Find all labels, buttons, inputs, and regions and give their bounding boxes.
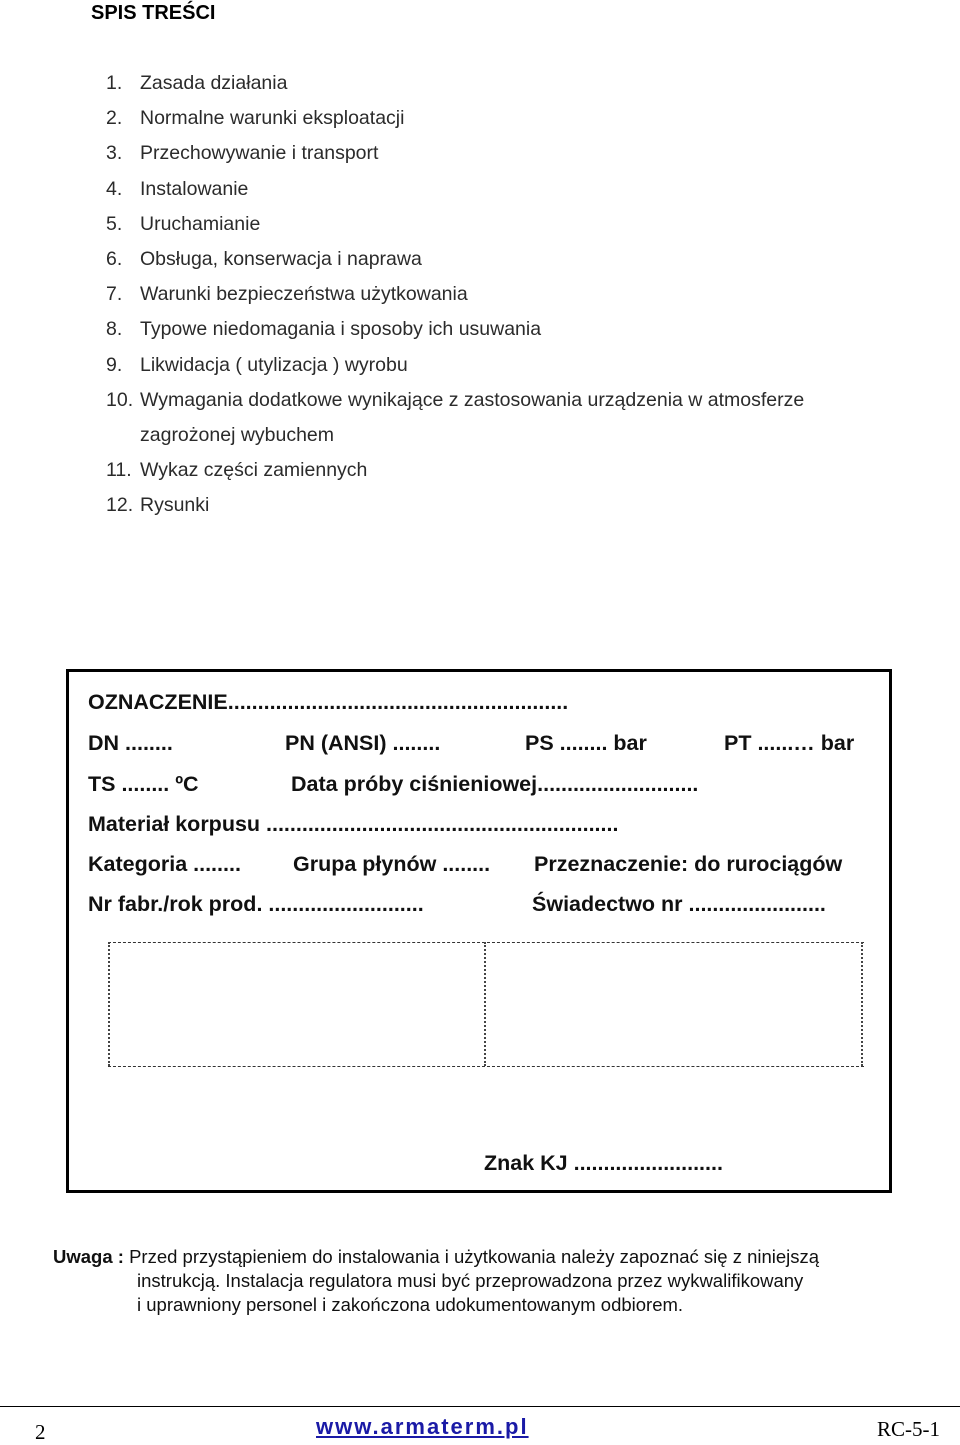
toc-item-label: Rysunki [140,494,210,517]
plate-material: Materiał korpusu ........................................................... [88,812,619,836]
toc-item [106,383,804,418]
toc-item-number: 9. [106,353,123,376]
toc-item-label: Wykaz części zamiennych [140,459,368,482]
toc-item-number: 11. [106,459,132,482]
toc-item-number: 6. [106,247,123,270]
toc-item [106,66,804,101]
page-number: 2 [35,1420,46,1444]
toc-item [106,136,804,171]
toc-item [106,312,804,347]
toc-item-label: Wymagania dodatkowe wynikające z zastosowania urządzenia w atmosferze [140,388,805,411]
dashed-frame-middle [484,942,486,1066]
toc-item [106,453,804,488]
note-line-1: Przed przystąpieniem do instalowania i użytkowania należy zapoznać się z niniejszą [129,1246,820,1267]
page-title: SPIS TREŚCI [91,2,216,24]
toc-item [106,207,804,242]
toc-item [106,488,804,523]
toc-item [106,101,804,136]
dashed-frame-top [108,942,864,943]
toc-item-number: 8. [106,318,123,341]
website-link[interactable]: www.armaterm.pl [316,1414,529,1439]
plate-kategoria: Kategoria ........ [88,852,241,876]
plate-pt: PT ......… bar [724,731,855,755]
table-of-contents [106,66,804,523]
note [53,1245,819,1317]
plate-swiadectwo: Świadectwo nr ....................... [532,892,826,916]
footer-rule [0,1406,960,1407]
toc-item-number: 12. [106,494,134,517]
toc-item-label: Instalowanie [140,177,249,200]
toc-item [106,242,804,277]
toc-item [106,348,804,383]
toc-item-label: Przechowywanie i transport [140,142,379,165]
note-line-3: i uprawniony personel i zakończona udokumentowanym odbiorem. [137,1294,684,1315]
plate-pn: PN (ANSI) ........ [285,731,441,755]
toc-item-number: 5. [106,212,123,235]
toc-item-label: Normalne warunki eksploatacji [140,107,405,130]
plate-przeznaczenie: Przeznaczenie: do rurociągów [534,852,843,876]
toc-item-label: Obsługa, konserwacja i naprawa [140,247,422,270]
plate-dn: DN ........ [88,731,173,755]
plate-oznaczenie: OZNACZENIE......................................................... [88,690,569,714]
plate-ps: PS ........ bar [525,731,647,755]
plate-data-proby: Data próby ciśnieniowej........................... [291,772,699,796]
dashed-frame-left [108,942,110,1066]
toc-item-number: 7. [106,283,123,306]
toc-item-label: Zasada działania [140,72,288,94]
plate-ts: TS ........ ºC [88,772,199,796]
document-code: RC-5-1 [877,1417,940,1441]
plate-nr-fabr: Nr fabr./rok prod. .......................... [88,892,424,916]
toc-item-label: Uruchamianie [140,212,261,235]
toc-item-label: Warunki bezpieczeństwa użytkowania [140,283,468,306]
note-line-2: instrukcją. Instalacja regulatora musi być przeprowadzona przez wykwalifikowany [137,1270,804,1291]
toc-item-label: Typowe niedomagania i sposoby ich usuwania [140,318,542,341]
toc-item-label: Likwidacja ( utylizacja ) wyrobu [140,353,408,376]
toc-item-number: 1. [106,72,123,94]
dashed-frame-right [861,942,863,1066]
toc-item [106,277,804,312]
toc-item-number: 3. [106,142,123,165]
toc-item-number: 4. [106,177,123,200]
toc-item [106,172,804,207]
plate-grupa: Grupa płynów ........ [293,852,491,876]
toc-item-number: 10. [106,388,134,411]
note-label: Uwaga : [53,1246,124,1267]
plate-znak-kj: Znak KJ ......................... [484,1151,723,1175]
dashed-frame-bottom [108,1066,864,1067]
toc-item-continuation: zagrożonej wybuchem [140,423,335,446]
toc-item-number: 2. [106,107,123,130]
